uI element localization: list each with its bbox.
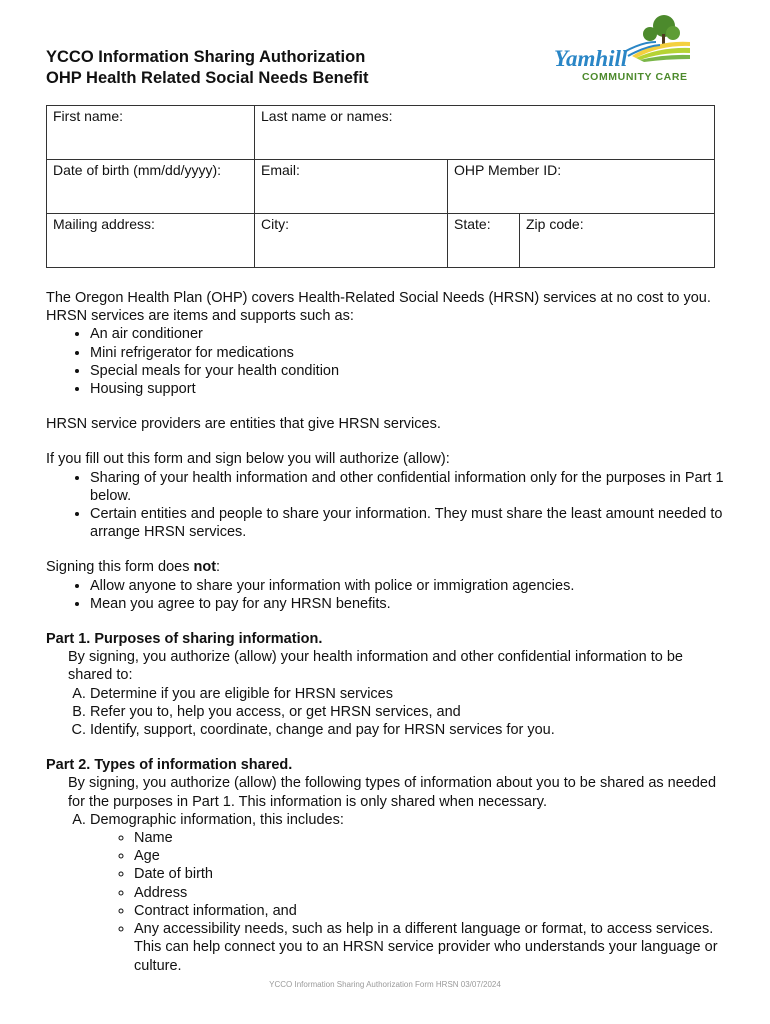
document-body (46, 289, 726, 975)
document-title (46, 47, 368, 89)
list-item: B. Refer you to, help you access, or get HRSN services, and (90, 703, 726, 721)
logo-tagline: COMMUNITY CARE (582, 71, 688, 83)
providers-text: HRSN service providers are entities that give HRSN services. (46, 416, 441, 433)
authorize-list (46, 469, 726, 542)
logo-tree-canopy-right (666, 26, 680, 40)
list-item: • An air conditioner (90, 325, 726, 343)
first-name-label: First name: (53, 108, 124, 124)
page-footer: YCCO Information Sharing Authorization Form HRSN 03/07/2024 (269, 980, 501, 989)
title-line-2: OHP Health Related Social Needs Benefit (46, 69, 369, 87)
list-item: • Special meals for your health condition (90, 362, 726, 380)
part2-item-a: Demographic information, this includes: (90, 811, 344, 828)
title-line-1: YCCO Information Sharing Authorization (46, 48, 366, 66)
info-row-contact (47, 160, 715, 214)
last-name-label: Last name or names: (261, 108, 393, 124)
part2-list (46, 811, 726, 975)
list-item: C. Identify, support, coordinate, change and pay for HRSN services for you. (90, 721, 726, 739)
authorize-text: If you fill out this form and sign below you will authorize (allow): (46, 451, 450, 468)
state-label: State: (454, 216, 491, 232)
zip-field[interactable] (520, 214, 715, 268)
list-item: • Sharing of your health information and other confidential information only for the purposes in Part 1 below. (90, 469, 726, 505)
not-emphasis: not (193, 559, 217, 576)
email-label: Email: (261, 162, 300, 178)
part2-heading: Part 2. Types of information shared. (46, 757, 293, 774)
list-item: A. Determine if you are eligible for HRSN services (90, 685, 726, 703)
list-item (90, 811, 726, 975)
zip-label: Zip code: (526, 216, 584, 232)
list-item: • Mini refrigerator for medications (90, 344, 726, 362)
list-item: ◦ Address (134, 884, 726, 902)
list-item: ◦ Date of birth (134, 865, 726, 883)
last-name-field[interactable] (255, 106, 715, 160)
intro-list (46, 325, 726, 398)
mailing-address-label: Mailing address: (53, 216, 155, 232)
intro-text: The Oregon Health Plan (OHP) covers Health-Related Social Needs (HRSN) services at no cost to you. HRSN services are items and supports such as: (46, 290, 711, 325)
city-label: City: (261, 216, 289, 232)
list-item: • Housing support (90, 380, 726, 398)
list-item: • Mean you agree to pay for any HRSN benefits. (90, 595, 726, 613)
part1-heading: Part 1. Purposes of sharing information. (46, 631, 323, 648)
dob-label: Date of birth (mm/dd/yyyy): (53, 162, 222, 178)
yamhill-logo (552, 12, 692, 84)
first-name-field[interactable] (47, 106, 255, 160)
part2-text: By signing, you authorize (allow) the following types of information about you to be shared as needed for the purposes in Part 1. This information is only shared when necessary. (68, 775, 717, 810)
member-id-label: OHP Member ID: (454, 162, 562, 178)
state-field[interactable] (448, 214, 520, 268)
info-row-address (47, 214, 715, 268)
list-item: • Allow anyone to share your information with police or immigration agencies. (90, 577, 726, 595)
list-item: ◦ Contract information, and (134, 902, 726, 920)
info-row-name (47, 106, 715, 160)
part1-list (46, 685, 726, 740)
list-item: • Certain entities and people to share your information. They must share the least amount needed to arrange HRSN services. (90, 505, 726, 541)
city-field[interactable] (255, 214, 448, 268)
mailing-address-field[interactable] (47, 214, 255, 268)
list-item: ◦ Name (134, 829, 726, 847)
email-field[interactable] (255, 160, 448, 214)
not-list (46, 577, 726, 613)
part2-sublist (90, 829, 726, 975)
list-item: ◦ Any accessibility needs, such as help in a different language or format, to access services. This can help connect you to an HRSN service provider who understands your language or culture. (134, 920, 726, 975)
member-id-field[interactable] (448, 160, 715, 214)
member-info-table (46, 105, 715, 268)
not-section-text: Signing this form does not: (46, 559, 221, 576)
logo-wordmark: Yamhill (554, 46, 628, 71)
part1-text: By signing, you authorize (allow) your health information and other confidential information to be shared to: (68, 649, 683, 684)
dob-field[interactable] (47, 160, 255, 214)
list-item: ◦ Age (134, 847, 726, 865)
